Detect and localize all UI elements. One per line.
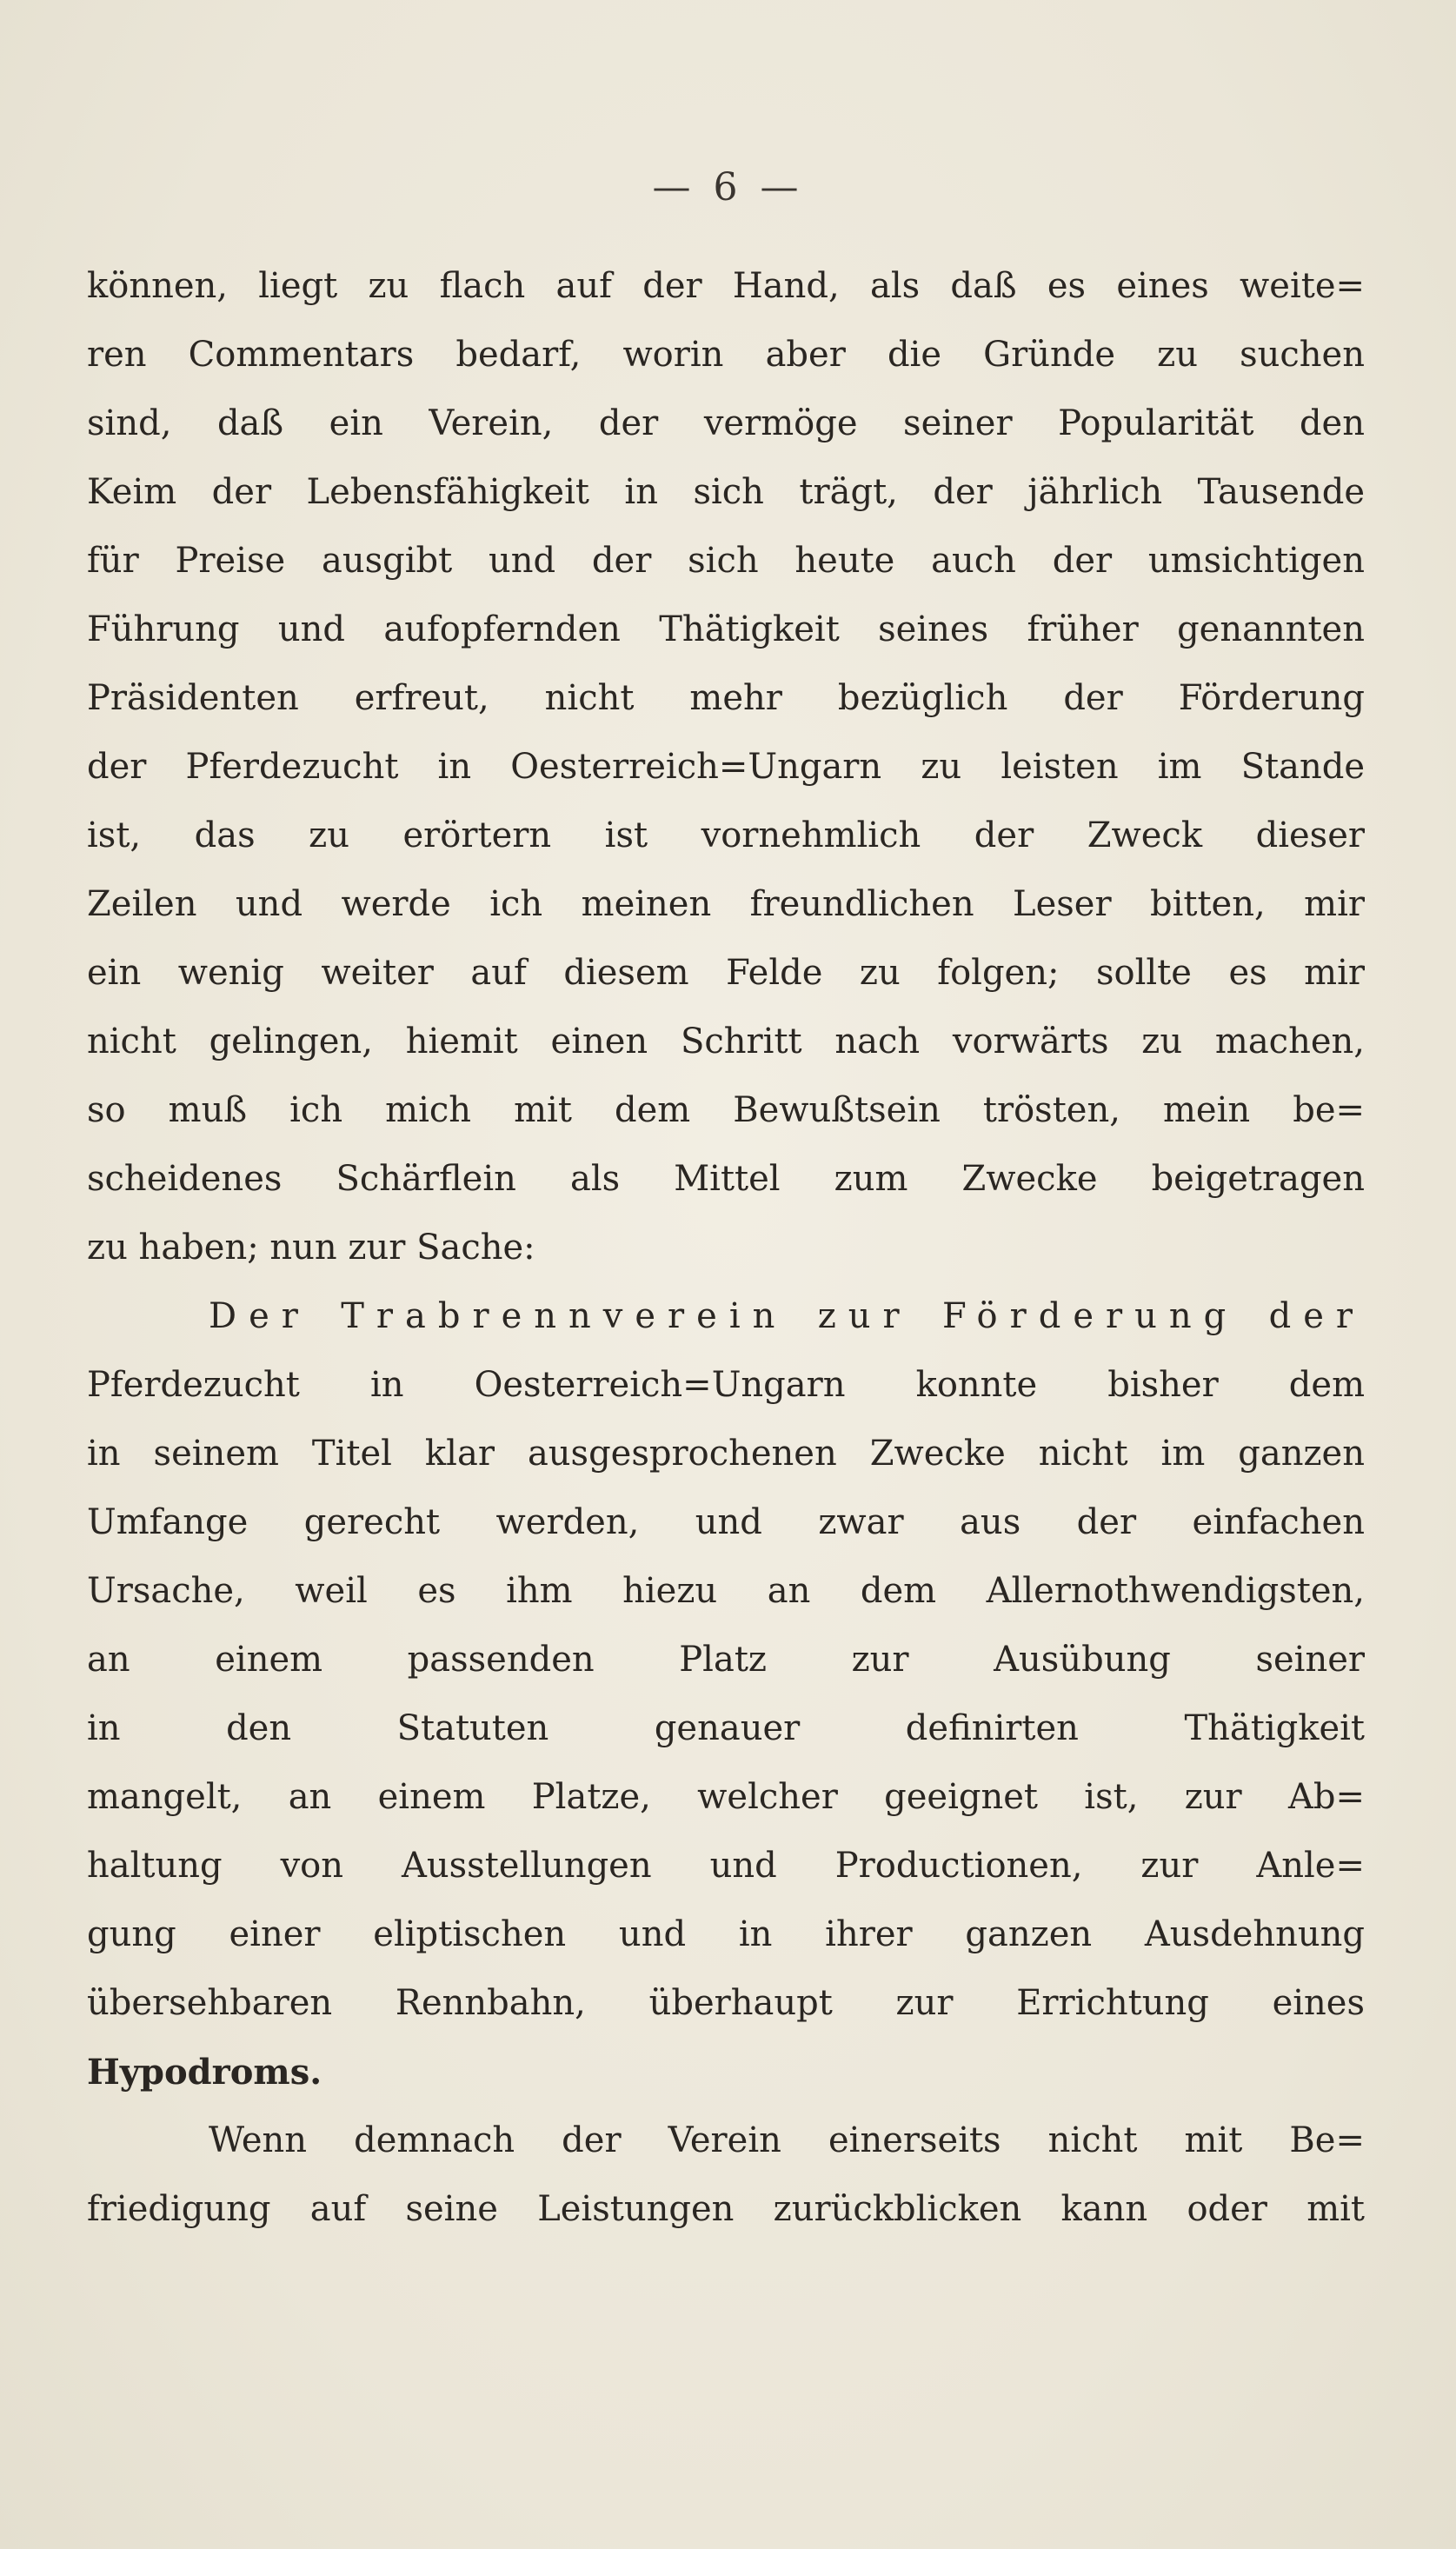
text-line: ren Commentars bedarf, worin aber die Gründe zu suchen xyxy=(87,335,1365,375)
text-line: der Pferdezucht in Oesterreich=Ungarn zu leisten im Stande xyxy=(87,747,1365,787)
text-line: sind, daß ein Verein, der vermöge seiner Popularität den xyxy=(87,403,1365,443)
text-line: können, liegt zu flach auf der Hand, als daß es eines weite= xyxy=(87,266,1365,306)
text-line: an einem passenden Platz zur Ausübung seiner xyxy=(87,1640,1365,1680)
text-line: in seinem Titel klar ausgesprochenen Zwecke nicht im ganzen xyxy=(87,1434,1365,1474)
text-line: zu haben; nun zur Sache: xyxy=(87,1228,535,1268)
text-line: für Preise ausgibt und der sich heute auch der umsichtigen xyxy=(87,541,1365,581)
text-line: gung einer eliptischen und in ihrer ganzen Ausdehnung xyxy=(87,1914,1365,1954)
page-number: — 6 — xyxy=(652,165,804,210)
text-line: Keim der Lebensfähigkeit in sich trägt, der jährlich Tausende xyxy=(87,472,1365,512)
text-line: friedigung auf seine Leistungen zurückblicken kann oder mit xyxy=(87,2189,1365,2229)
text-line: mangelt, an einem Platze, welcher geeignet ist, zur Ab= xyxy=(87,1777,1365,1817)
text-line: in den Statuten genauer definirten Thätigkeit xyxy=(87,1708,1365,1748)
text-line: ist, das zu erörtern ist vornehmlich der Zweck dieser xyxy=(87,815,1365,855)
text-line: scheidenes Schärflein als Mittel zum Zwecke beigetragen xyxy=(87,1159,1365,1199)
text-line: Führung und aufopfernden Thätigkeit seines früher genannten xyxy=(87,609,1365,649)
paragraph-start-line: Der Trabrennverein zur Förderung der xyxy=(209,1296,1365,1336)
text-line-emphasis: Hypodroms. xyxy=(87,2052,322,2093)
text-line: Umfange gerecht werden, und zwar aus der einfachen xyxy=(87,1502,1365,1542)
text-line: haltung von Ausstellungen und Productionen, zur Anle= xyxy=(87,1846,1365,1886)
text-line: Ursache, weil es ihm hiezu an dem Allernothwendigsten, xyxy=(87,1571,1365,1611)
text-line: Pferdezucht in Oesterreich=Ungarn konnte bisher dem xyxy=(87,1365,1365,1405)
text-line: übersehbaren Rennbahn, überhaupt zur Errichtung eines xyxy=(87,1983,1365,2023)
body-text xyxy=(87,252,1365,2244)
text-line: ein wenig weiter auf diesem Felde zu folgen; sollte es mir xyxy=(87,953,1365,993)
text-line: nicht gelingen, hiemit einen Schritt nach vorwärts zu machen, xyxy=(87,1022,1365,1062)
text-line: Präsidenten erfreut, nicht mehr bezüglich der Förderung xyxy=(87,678,1365,718)
text-line: Zeilen und werde ich meinen freundlichen Leser bitten, mir xyxy=(87,884,1365,924)
paragraph-start-line: Wenn demnach der Verein einerseits nicht mit Be= xyxy=(209,2120,1365,2160)
text-line: so muß ich mich mit dem Bewußtsein trösten, mein be= xyxy=(87,1090,1365,1130)
